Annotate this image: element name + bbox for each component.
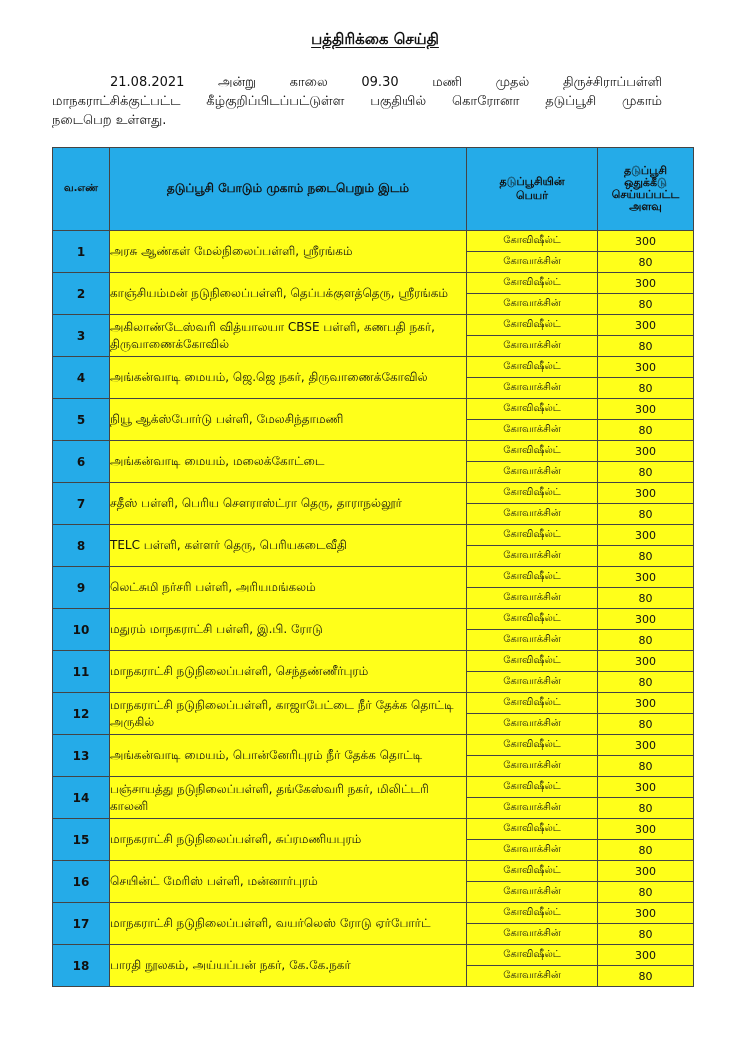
camp-location-cell: பாரதி நூலகம், அய்யப்பன் நகர், கே.கே.நகர் [110,945,467,987]
vaccine-name-cell: கோவிஷீல்ட் [467,315,598,336]
table-row [53,945,694,966]
vaccine-name-cell: கோவாக்சின் [467,924,598,945]
quantity-cell: 300 [598,609,694,630]
table-row [53,651,694,672]
intro-word: காலை [289,75,328,90]
intro-word: 21.08.2021 [110,75,185,90]
intro-word: கீழ்குறிப்பிடப்பட்டுள்ள [206,94,345,109]
quantity-cell: 300 [598,525,694,546]
intro-word: பகுதியில் [370,94,427,109]
page-title [0,30,750,50]
vaccine-name-cell: கோவாக்சின் [467,546,598,567]
table-row [53,777,694,798]
vaccine-name-cell: கோவிஷீல்ட் [467,441,598,462]
quantity-cell: 300 [598,315,694,336]
quantity-cell: 80 [598,252,694,273]
table-row [53,609,694,630]
camp-location-cell: லெட்சுமி நர்சரி பள்ளி, அரியமங்கலம் [110,567,467,609]
serial-no-cell: 11 [53,651,110,693]
table-row [53,693,694,714]
table-row [53,357,694,378]
vaccine-name-cell: கோவிஷீல்ட் [467,735,598,756]
table-row [53,231,694,252]
table-row [53,273,694,294]
quantity-cell: 300 [598,651,694,672]
serial-no-cell: 5 [53,399,110,441]
serial-no-cell: 10 [53,609,110,651]
vaccine-name-cell: கோவாக்சின் [467,378,598,399]
table-row [53,861,694,882]
header-serial-no: வ.எண் [53,148,110,231]
table-row [53,399,694,420]
table-row [53,819,694,840]
vaccine-name-cell: கோவிஷீல்ட் [467,483,598,504]
vaccination-camps-table [52,147,694,987]
header-vaccine-line: தடுப்பூசியின் [499,175,565,188]
vaccine-name-cell: கோவிஷீல்ட் [467,357,598,378]
vaccine-name-cell: கோவிஷீல்ட் [467,819,598,840]
serial-no-cell: 16 [53,861,110,903]
vaccine-name-cell: கோவாக்சின் [467,294,598,315]
header-qty-line: ஒதுக்கீடு [624,176,667,189]
table-row [53,735,694,756]
quantity-cell: 300 [598,441,694,462]
vaccine-name-cell: கோவாக்சின் [467,798,598,819]
intro-word: 09.30 [361,75,399,90]
intro-paragraph [52,73,662,130]
quantity-cell: 300 [598,273,694,294]
vaccine-name-cell: கோவிஷீல்ட் [467,903,598,924]
quantity-cell: 80 [598,378,694,399]
header-vaccine-name [467,148,598,231]
intro-word: முகாம் [621,94,662,109]
camp-location-cell: அரசு ஆண்கள் மேல்நிலைப்பள்ளி, ஸ்ரீரங்கம் [110,231,467,273]
quantity-cell: 300 [598,903,694,924]
quantity-cell: 80 [598,630,694,651]
quantity-cell: 80 [598,714,694,735]
camp-location-cell: பஞ்சாயத்து நடுநிலைப்பள்ளி, தங்கேஸ்வரி நகர், மிலிட்டரி காலனி [110,777,467,819]
quantity-cell: 300 [598,777,694,798]
vaccine-name-cell: கோவிஷீல்ட் [467,861,598,882]
table-row [53,903,694,924]
serial-no-cell: 17 [53,903,110,945]
quantity-cell: 80 [598,462,694,483]
quantity-cell: 80 [598,882,694,903]
header-qty-line: அளவு [629,200,662,213]
quantity-cell: 80 [598,840,694,861]
vaccine-name-cell: கோவாக்சின் [467,630,598,651]
intro-word: திருச்சிராப்பள்ளி [562,75,662,90]
quantity-cell: 80 [598,504,694,525]
intro-word: கொரோனா [452,94,520,109]
quantity-cell: 300 [598,819,694,840]
serial-no-cell: 1 [53,231,110,273]
quantity-cell: 80 [598,798,694,819]
vaccine-name-cell: கோவிஷீல்ட் [467,651,598,672]
vaccine-name-cell: கோவாக்சின் [467,252,598,273]
table-row [53,525,694,546]
camp-location-cell: அகிலாண்டேஸ்வரி வித்யாலயா CBSE பள்ளி, கணபதி நகர், திருவாணைக்கோவில் [110,315,467,357]
quantity-cell: 80 [598,924,694,945]
camp-location-cell: TELC பள்ளி, கள்ளர் தெரு, பெரியகடைவீதி [110,525,467,567]
camp-location-cell: மதுரம் மாநகராட்சி பள்ளி, இ.பி. ரோடு [110,609,467,651]
table-body [53,231,694,987]
quantity-cell: 300 [598,567,694,588]
table-row [53,483,694,504]
serial-no-cell: 14 [53,777,110,819]
serial-no-cell: 12 [53,693,110,735]
quantity-cell: 80 [598,672,694,693]
quantity-cell: 300 [598,357,694,378]
vaccine-name-cell: கோவிஷீல்ட் [467,945,598,966]
camp-location-cell: மாநகராட்சி நடுநிலைப்பள்ளி, காஜாபேட்டை நீர் தேக்க தொட்டி அருகில் [110,693,467,735]
camp-location-cell: மாநகராட்சி நடுநிலைப்பள்ளி, சுப்ரமணியபுரம் [110,819,467,861]
vaccine-name-cell: கோவாக்சின் [467,420,598,441]
table-header-row [53,148,694,231]
intro-word: முதல் [495,75,530,90]
page-title-text: பத்திரிக்கை செய்தி [311,30,439,48]
quantity-cell: 300 [598,483,694,504]
camp-location-cell: அங்கன்வாடி மையம், பொன்னேரிபுரம் நீர் தேக்க தொட்டி [110,735,467,777]
vaccine-name-cell: கோவிஷீல்ட் [467,693,598,714]
quantity-cell: 80 [598,336,694,357]
camp-location-cell: அங்கன்வாடி மையம், மலைக்கோட்டை [110,441,467,483]
quantity-cell: 80 [598,588,694,609]
intro-line-1 [52,73,662,92]
header-camp-location: தடுப்பூசி போடும் முகாம் நடைபெறும் இடம் [110,148,467,231]
vaccine-name-cell: கோவிஷீல்ட் [467,609,598,630]
intro-line-2 [52,92,662,111]
camp-location-cell: அங்கன்வாடி மையம், ஜெ.ஜெ நகர், திருவாணைக்கோவில் [110,357,467,399]
serial-no-cell: 9 [53,567,110,609]
serial-no-cell: 7 [53,483,110,525]
quantity-cell: 80 [598,966,694,987]
camp-location-cell: காஞ்சியம்மன் நடுநிலைப்பள்ளி, தெப்பக்குளத்தெரு, ஸ்ரீரங்கம் [110,273,467,315]
quantity-cell: 300 [598,693,694,714]
vaccine-name-cell: கோவாக்சின் [467,672,598,693]
vaccine-name-cell: கோவிஷீல்ட் [467,777,598,798]
quantity-cell: 80 [598,294,694,315]
vaccine-name-cell: கோவாக்சின் [467,462,598,483]
quantity-cell: 300 [598,399,694,420]
quantity-cell: 300 [598,945,694,966]
quantity-cell: 80 [598,420,694,441]
serial-no-cell: 2 [53,273,110,315]
intro-word: தடுப்பூசி [545,94,597,109]
serial-no-cell: 4 [53,357,110,399]
header-qty-line: தடுப்பூசி [623,164,668,177]
serial-no-cell: 18 [53,945,110,987]
vaccine-name-cell: கோவாக்சின் [467,840,598,861]
serial-no-cell: 8 [53,525,110,567]
vaccine-name-cell: கோவிஷீல்ட் [467,399,598,420]
camp-location-cell: மாநகராட்சி நடுநிலைப்பள்ளி, செந்தண்ணீர்புரம் [110,651,467,693]
serial-no-cell: 13 [53,735,110,777]
serial-no-cell: 15 [53,819,110,861]
intro-word: மாநகராட்சிக்குட்பட்ட [52,94,181,109]
vaccine-name-cell: கோவாக்சின் [467,336,598,357]
table-row [53,441,694,462]
quantity-cell: 300 [598,861,694,882]
vaccine-name-cell: கோவிஷீல்ட் [467,567,598,588]
intro-word: மணி [432,75,463,90]
vaccine-name-cell: கோவாக்சின் [467,714,598,735]
header-allocated-quantity [598,148,694,231]
serial-no-cell: 3 [53,315,110,357]
vaccine-name-cell: கோவாக்சின் [467,882,598,903]
camp-location-cell: நியூ ஆக்ஸ்போர்டு பள்ளி, மேலசிந்தாமணி [110,399,467,441]
vaccine-name-cell: கோவாக்சின் [467,756,598,777]
quantity-cell: 80 [598,546,694,567]
vaccine-name-cell: கோவிஷீல்ட் [467,273,598,294]
camp-location-cell: மாநகராட்சி நடுநிலைப்பள்ளி, வயர்லெஸ் ரோடு ஏர்போர்ட் [110,903,467,945]
vaccine-name-cell: கோவாக்சின் [467,588,598,609]
quantity-cell: 80 [598,756,694,777]
vaccine-name-cell: கோவாக்சின் [467,966,598,987]
vaccine-name-cell: கோவாக்சின் [467,504,598,525]
header-qty-line: செய்யப்பட்ட [611,188,680,201]
header-vaccine-line: பெயர் [516,189,548,202]
quantity-cell: 300 [598,231,694,252]
quantity-cell: 300 [598,735,694,756]
vaccine-name-cell: கோவிஷீல்ட் [467,231,598,252]
intro-line-3: நடைபெற உள்ளது. [52,113,167,128]
intro-word: அன்று [218,75,256,90]
serial-no-cell: 6 [53,441,110,483]
vaccine-name-cell: கோவிஷீல்ட் [467,525,598,546]
camp-location-cell: செயின்ட் மேரிஸ் பள்ளி, மன்னார்புரம் [110,861,467,903]
camp-location-cell: சதீஸ் பள்ளி, பெரிய சௌராஸ்ட்ரா தெரு, தாராநல்லூர் [110,483,467,525]
table-row [53,315,694,336]
table-row [53,567,694,588]
